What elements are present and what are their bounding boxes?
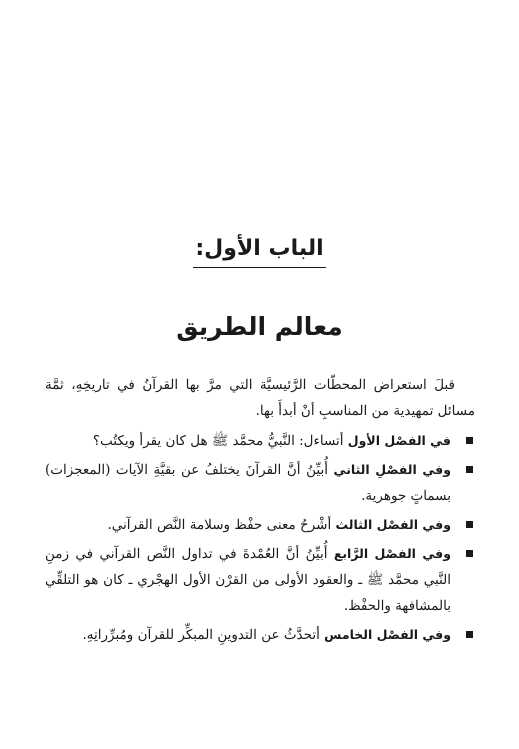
chapter-title: معالم الطريق [176,312,343,341]
section-name: في الفصْل الأول [347,433,451,448]
section-name: وفي الفصْل الرَّابع [333,546,451,561]
part-heading [0,232,519,268]
chapter-body [45,372,475,651]
part-label: الباب الأول: [193,232,325,268]
section-description: أُبيِّنُ أنَّ العُمْدةَ في تداول النَّص القرآني في زمنِ النَّبي محمَّد ﷺ ـ والعقود الأولى من القرْن الأول الهجْري ـ كان هو التلقِّي بالمشافهة والحفْظ. [45,546,451,614]
section-name: وفي الفصْلِ الثاني [333,462,451,477]
list-item [45,622,475,648]
bullet-square-icon [466,437,473,444]
list-item [45,457,475,509]
list-item [45,541,475,619]
section-name: وفي الفصْل الثالث [335,517,451,532]
chapter-sections-list [45,428,475,648]
section-description: أُبيِّنُ أنَّ القرآنَ يختلفُ عن بقيَّةِ الآيات (المعجزات) بسماتٍ جوهرية. [45,462,451,504]
section-description: أشْرحُ معنى حفْظ وسلامة النَّص القرآني. [107,517,336,533]
list-item [45,512,475,538]
list-item [45,428,475,454]
section-description: أتساءل: النَّبيُّ محمَّد ﷺ هل كان يقرأ ويكتُب؟ [92,433,348,449]
bullet-square-icon [466,550,473,557]
bullet-square-icon [466,521,473,528]
bullet-square-icon [466,466,473,473]
intro-paragraph: قبلَ استعراض المحطّات الرَّئيسيَّة التي مرَّ بها القرآنُ في تاريخِهِ، ثمَّة مسائل تمهيدية من المناسبِ أنْ أبدأَ بها. [45,377,475,419]
bullet-square-icon [466,631,473,638]
section-description: أتحدَّثُ عن التدوينِ المبكِّر للقرآن ومُبرِّراتِهِ. [82,627,325,643]
section-name: وفي الفصْل الخامس [324,627,451,642]
